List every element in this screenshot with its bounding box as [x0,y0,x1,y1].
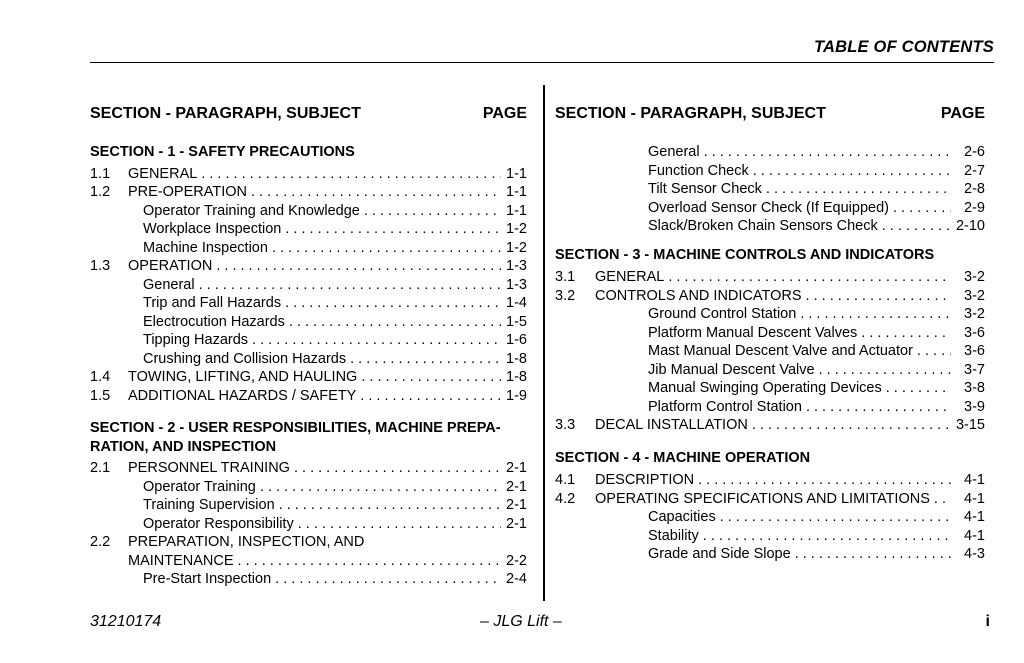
toc-entry-text: Function Check [648,162,749,179]
dot-leader [806,287,951,306]
column-header [90,103,527,125]
toc-entry[interactable] [90,165,527,184]
toc-entry-text: Capacities [648,509,716,525]
toc-entry-text: MAINTENANCE [128,552,234,569]
toc-entry-page: 4-1 [964,527,985,544]
dot-leader [806,398,951,417]
toc-entry[interactable] [90,387,527,406]
dot-leader [289,313,501,332]
toc-entry[interactable] [90,220,527,239]
toc-entry[interactable] [555,361,985,380]
toc-entry-text: DECAL INSTALLATION [595,417,748,433]
dot-leader [350,350,501,369]
right-column [555,103,985,564]
toc-entry-text: Electrocution Hazards [143,313,285,330]
toc-entry-page: 2-1 [506,497,527,513]
toc-entry[interactable] [90,515,527,534]
dot-leader [766,180,951,199]
toc-entry-text: OPERATING SPECIFICATIONS AND LIMITATIONS [595,490,930,507]
toc-entry-text: Platform Manual Descent Valves [648,324,858,341]
column-header [555,103,985,125]
toc-entry-page: 4-3 [964,546,985,562]
toc-entry-page: 1-8 [506,350,527,367]
section-4-entries [555,471,985,564]
dot-leader [668,268,951,287]
dot-leader [720,508,951,527]
toc-entry[interactable] [555,379,985,398]
dot-leader [199,276,501,295]
left-column [90,103,527,589]
dot-leader [201,165,501,184]
toc-entry-page: 1-2 [506,239,527,256]
toc-entry-text: Mast Manual Descent Valve and Actuator [648,343,913,359]
toc-entry-text: PRE-OPERATION [128,184,247,200]
toc-entry-page: 3-7 [964,361,985,378]
section-1-title: SECTION - 1 - SAFETY PRECAUTIONS [90,144,355,160]
footer-doc-number: 31210174 [90,613,162,630]
dot-leader [819,361,951,380]
dot-leader [882,217,951,236]
section-2-entries [90,459,527,533]
toc-entry[interactable] [555,416,985,435]
toc-entry-text: Machine Inspection [143,239,268,256]
toc-entry[interactable] [90,533,527,552]
dot-leader [252,331,501,350]
column-divider [543,85,545,601]
toc-entry-page: 3-8 [964,380,985,396]
dot-leader [275,570,501,589]
toc-entry-text: Operator Responsibility [143,515,294,532]
toc-entry[interactable] [555,287,985,306]
toc-entry[interactable] [90,183,527,202]
toc-entry-page: 4-1 [964,472,985,488]
toc-entry-page: 2-10 [955,218,985,234]
toc-entry-page: 1-8 [506,369,527,385]
toc-entry-page: 1-4 [506,295,527,311]
toc-entry-text: Trip and Fall Hazards [143,295,282,311]
toc-entry-page: 3-6 [964,343,985,359]
toc-entry-text: Tipping Hazards [143,332,249,348]
toc-entry-page: 2-1 [506,460,527,476]
toc-entry-text: Tilt Sensor Check [648,181,762,197]
footer-page-number: i [985,613,990,630]
dot-leader [886,379,951,398]
dot-leader [238,552,501,571]
dot-leader [285,294,501,313]
toc-entry-page: 2-9 [964,199,985,216]
dot-leader [251,183,501,202]
toc-entry-text: OPERATION [128,258,213,274]
toc-entry[interactable] [90,257,527,276]
toc-entry-number: 2.1 [90,460,111,476]
toc-entry[interactable] [90,570,527,589]
toc-entry-number: 1.5 [90,387,111,404]
toc-entry-page: 1-1 [506,165,527,182]
column-header-subject: SECTION - PARAGRAPH, SUBJECT [90,105,361,122]
toc-entry[interactable] [90,552,527,571]
toc-entry-page: 1-2 [506,221,527,237]
toc-entry[interactable] [90,350,527,369]
dot-leader [703,527,951,546]
toc-entry-text: Operator Training [143,478,256,495]
dot-leader [279,496,501,515]
dot-leader [364,202,501,221]
column-header-page: PAGE [940,105,985,122]
dot-leader [704,143,951,162]
dot-leader [861,324,951,343]
toc-entry[interactable] [90,313,527,332]
toc-entry-text: Operator Training and Knowledge [143,202,360,219]
toc-entry-page: 3-15 [955,417,985,433]
toc-entry[interactable] [555,162,985,181]
toc-entry[interactable] [90,276,527,295]
toc-entry-page: 1-5 [506,313,527,330]
toc-entry[interactable] [555,268,985,287]
footer-brand: – JLG Lift – [480,613,562,630]
toc-entry-page: 2-2 [506,552,527,569]
dot-leader [752,416,951,435]
toc-entry-page: 3-2 [964,306,985,322]
dot-leader [272,239,501,258]
toc-entry-text: Grade and Side Slope [648,546,791,562]
toc-entry-number: 3.1 [555,269,576,285]
dot-leader [753,162,951,181]
toc-entry[interactable] [90,239,527,258]
toc-entry-page: 2-8 [964,181,985,197]
toc-entry-page: 4-1 [964,509,985,525]
header-rule [90,62,994,63]
section-3-title: SECTION - 3 - MACHINE CONTROLS AND INDICATORS [555,246,935,263]
section-2-title-line1: SECTION - 2 - USER RESPONSIBILITIES, MACHINE PREPA- [90,420,501,436]
toc-entry-page: 1-3 [506,258,527,274]
toc-entry-text: Overload Sensor Check (If Equipped) [648,199,889,216]
toc-entry-page: 1-3 [506,276,527,293]
toc-entry[interactable] [555,217,985,236]
toc-entry-text: Jib Manual Descent Valve [648,361,815,378]
dot-leader [795,545,951,564]
toc-entry-page: 3-6 [964,324,985,341]
toc-entry[interactable] [90,496,527,515]
dot-leader [285,220,501,239]
toc-entry-number: 3.2 [555,287,576,304]
toc-entry-text: Ground Control Station [648,306,797,322]
dot-leader [360,387,501,406]
dot-leader [934,490,951,509]
toc-entry[interactable] [555,199,985,218]
toc-entry-page: 1-9 [506,387,527,404]
section-4-title: SECTION - 4 - MACHINE OPERATION [555,449,811,466]
section-1-entries [90,165,527,406]
toc-entry-page: 4-1 [964,490,985,507]
dot-leader [698,471,951,490]
dot-leader [800,305,951,324]
toc-entry-page: 1-6 [506,332,527,348]
toc-entry-page: 2-4 [506,571,527,587]
dot-leader [260,478,501,497]
toc-entry[interactable] [555,527,985,546]
toc-entry[interactable] [555,180,985,199]
toc-entry-page: 2-6 [964,144,985,160]
toc-entry[interactable] [90,294,527,313]
column-header-subject: SECTION - PARAGRAPH, SUBJECT [555,105,826,122]
toc-entry-text: TOWING, LIFTING, AND HAULING [128,369,358,385]
toc-entry[interactable] [555,490,985,509]
toc-entry-text: Platform Control Station [648,398,802,415]
toc-entry[interactable] [90,478,527,497]
toc-entry[interactable] [90,202,527,221]
toc-entry[interactable] [555,545,985,564]
dot-leader [298,515,501,534]
toc-entry-page: 1-1 [506,184,527,200]
toc-entry-text: Training Supervision [143,497,275,513]
toc-entry-page: 3-2 [964,287,985,304]
toc-entry-text: Stability [648,527,699,544]
toc-entry-page: 2-7 [964,162,985,179]
toc-entry-text: Crushing and Collision Hazards [143,350,347,367]
toc-entry-page: 2-1 [506,478,527,495]
toc-entry-page: 1-1 [506,202,527,219]
toc-entry-number: 1.3 [90,258,111,274]
toc-entry-text: PREPARATION, INSPECTION, AND [128,534,365,550]
toc-entry-text: GENERAL [128,165,198,182]
column-header-page: PAGE [482,105,527,122]
toc-entry-page: 3-2 [964,269,985,285]
toc-entry-text: GENERAL [595,269,665,285]
toc-entry[interactable] [555,143,985,162]
toc-entry[interactable] [90,368,527,387]
toc-entry-text: General [648,144,700,160]
toc-entry-number: 1.4 [90,369,111,385]
toc-entry-number: 1.1 [90,165,111,182]
toc-entry[interactable] [555,324,985,343]
dot-leader [361,368,501,387]
toc-entry-page: 3-9 [964,398,985,415]
toc-entry[interactable] [555,305,985,324]
page-header-title: TABLE OF CONTENTS [813,38,994,56]
toc-entry-text: Manual Swinging Operating Devices [648,380,882,396]
toc-entry-text: Workplace Inspection [143,221,282,237]
toc-entry[interactable] [90,331,527,350]
toc-entry[interactable] [555,342,985,361]
dot-leader [893,199,951,218]
toc-entry[interactable] [555,398,985,417]
toc-entry[interactable] [555,508,985,527]
section-2-title-line2: RATION, AND INSPECTION [90,438,277,455]
dot-leader [216,257,501,276]
toc-entry-number: 4.1 [555,472,576,488]
toc-entry[interactable] [90,459,527,478]
toc-entry-text: DESCRIPTION [595,472,695,488]
toc-entry-text: General [143,276,195,293]
toc-entry[interactable] [555,471,985,490]
toc-entry-number: 3.3 [555,417,576,433]
toc-entry-text: PERSONNEL TRAINING [128,460,290,476]
toc-entry-number: 4.2 [555,490,576,507]
section-3-entries [555,268,985,435]
continued-entries [555,143,985,236]
toc-entry-text: Pre-Start Inspection [143,571,272,587]
dot-leader [917,342,951,361]
dot-leader [294,459,501,478]
toc-entry-page: 2-1 [506,515,527,532]
toc-entry-text: Slack/Broken Chain Sensors Check [648,218,878,234]
toc-entry-number: 1.2 [90,184,111,200]
toc-entry-number: 2.2 [90,534,111,550]
toc-entry-text: ADDITIONAL HAZARDS / SAFETY [128,387,357,404]
toc-entry-text: CONTROLS AND INDICATORS [595,287,802,304]
